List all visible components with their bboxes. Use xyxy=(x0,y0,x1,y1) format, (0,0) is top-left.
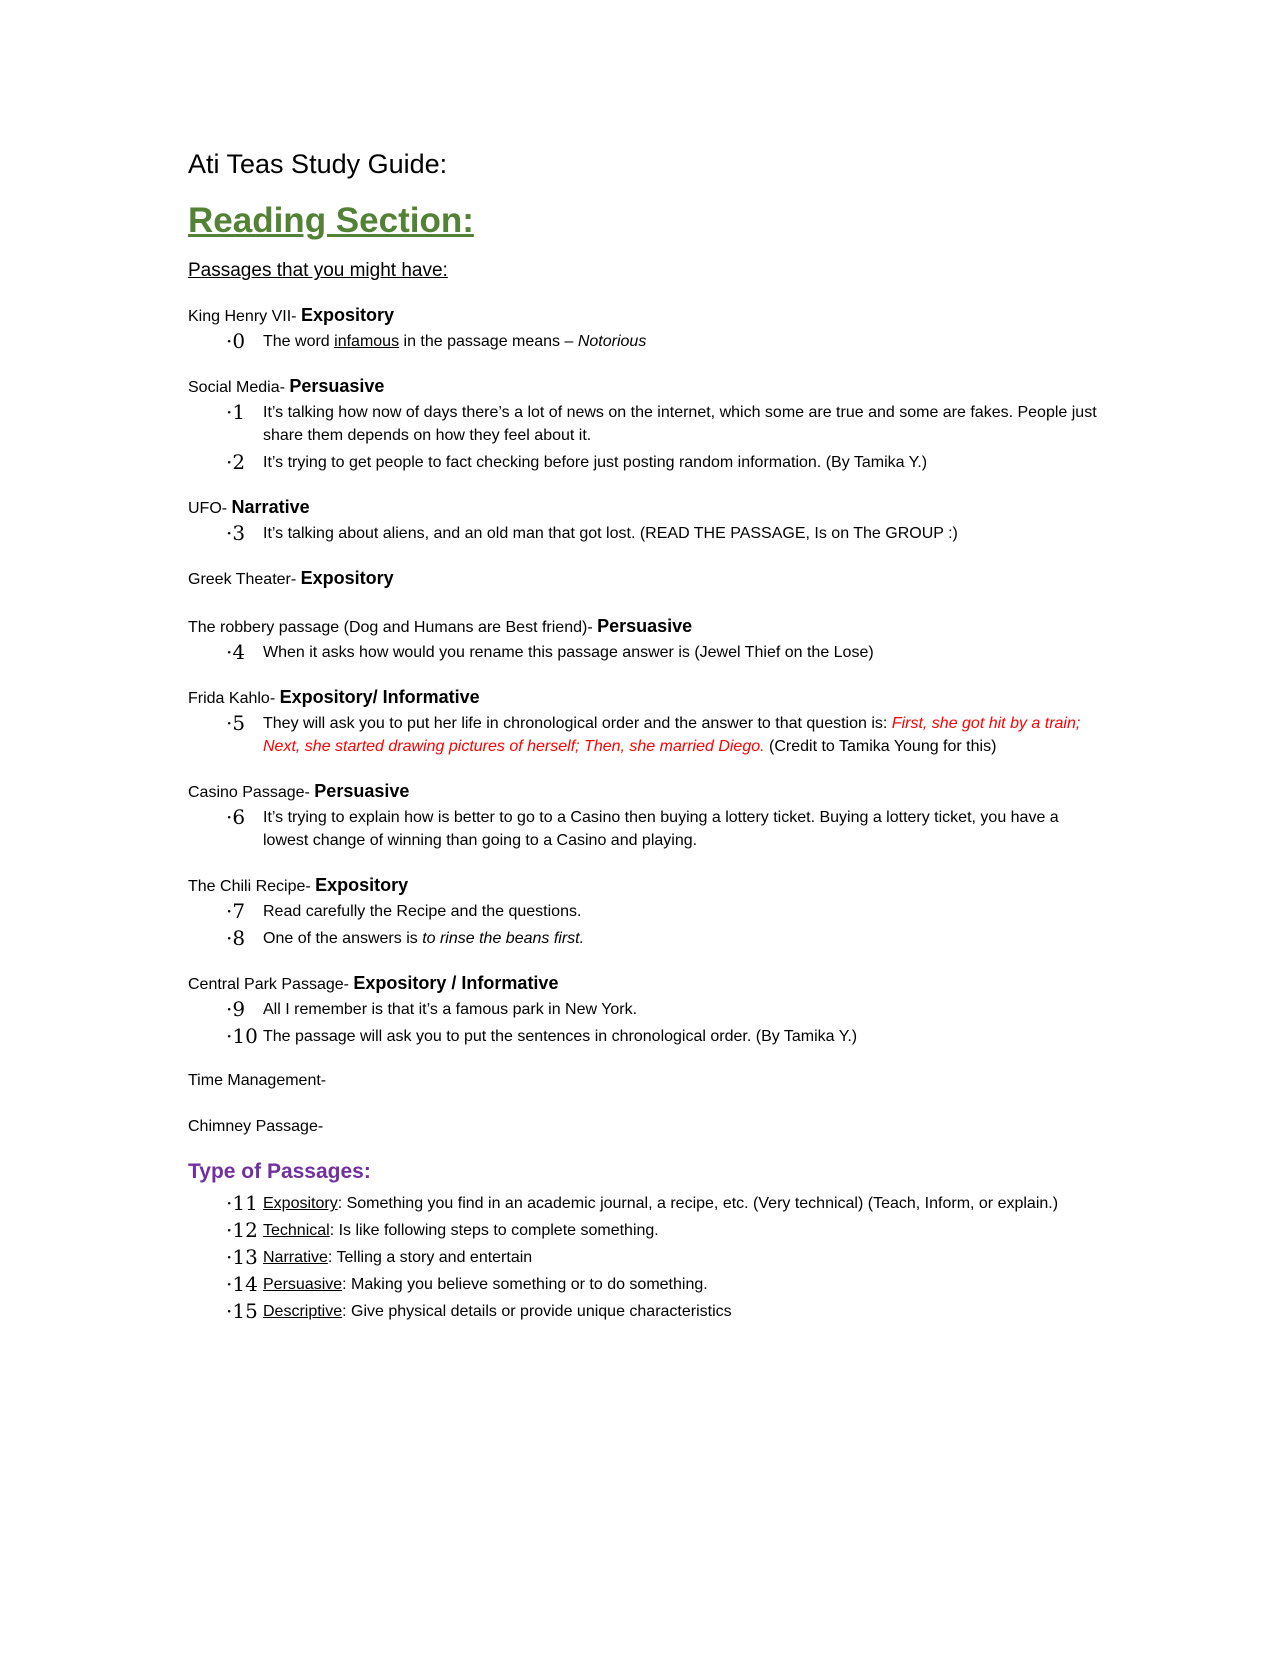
passage-bullets xyxy=(188,330,1108,353)
bullet-number: ·8 xyxy=(226,926,246,951)
type-item xyxy=(188,1192,1108,1215)
bullet-item xyxy=(188,806,1108,852)
bullet-number: ·4 xyxy=(226,640,246,665)
bullet-text-plain: Read carefully the Recipe and the questions. xyxy=(263,903,582,921)
passage-type: Expository xyxy=(315,875,409,896)
passage-type: Expository xyxy=(300,568,394,589)
passage-type: Expository / Informative xyxy=(353,973,559,994)
bullet-item xyxy=(188,927,1108,950)
passage-block xyxy=(188,778,1108,852)
bullet-number: ·5 xyxy=(226,711,246,736)
red-italic-text: First, she got hit by a train; Next, she started drawing pictures of herself; Then, she married Diego. xyxy=(263,715,1081,756)
passage-title xyxy=(188,613,1108,641)
type-item xyxy=(188,1219,1108,1242)
passage-title xyxy=(188,302,1108,330)
bullet-text-post: (Credit to Tamika Young for this) xyxy=(764,738,997,756)
passage-bullets xyxy=(188,806,1108,852)
bullet-number: ·0 xyxy=(226,329,246,354)
passage-name: King Henry VII- xyxy=(188,308,301,326)
bullet-text xyxy=(263,641,1108,664)
type-term: Technical xyxy=(263,1222,330,1240)
passage-block xyxy=(188,970,1108,1048)
bullet-text-plain: When it asks how would you rename this passage answer is (Jewel Thief on the Lose) xyxy=(263,644,874,662)
bullet-number: ·12 xyxy=(226,1218,258,1243)
passage-type: Expository xyxy=(300,305,394,326)
passage-title xyxy=(188,373,1108,401)
bullet-item xyxy=(188,451,1108,474)
type-term: Expository xyxy=(263,1195,338,1213)
types-list xyxy=(188,1192,1108,1323)
bullet-number: ·11 xyxy=(226,1191,258,1216)
bullet-text xyxy=(263,712,1108,758)
italic-text: to rinse the beans first. xyxy=(422,930,585,948)
passage-title xyxy=(188,1114,1108,1140)
bullet-text xyxy=(263,806,1108,852)
bullet-number: ·15 xyxy=(226,1299,258,1324)
passage-block xyxy=(188,1068,1108,1094)
passage-block xyxy=(188,565,1108,593)
passage-bullets xyxy=(188,900,1108,950)
bullet-text-plain: It’s trying to get people to fact checking before just posting random information. (By Tamika Y.) xyxy=(263,454,928,472)
bullet-item xyxy=(188,641,1108,664)
bullet-item xyxy=(188,900,1108,923)
passage-title xyxy=(188,684,1108,712)
passage-block xyxy=(188,613,1108,664)
bullet-item xyxy=(188,522,1108,545)
bullet-text-plain: It’s trying to explain how is better to go to a Casino then buying a lottery ticket. Buying a lottery ticket, you have a lowest change of winning than going to a Casino and playing. xyxy=(263,809,1059,850)
passage-bullets xyxy=(188,998,1108,1048)
passage-name: Time Management- xyxy=(188,1072,327,1090)
bullet-text-plain: The passage will ask you to put the sentences in chronological order. (By Tamika Y.) xyxy=(263,1028,858,1046)
bullet-item xyxy=(188,330,1108,353)
bullet-text xyxy=(263,401,1108,447)
bullet-text xyxy=(263,522,1108,545)
type-text xyxy=(263,1273,1108,1296)
passage-type: Persuasive xyxy=(314,781,410,802)
bullet-text xyxy=(263,900,1108,923)
passage-bullets xyxy=(188,401,1108,474)
document-content xyxy=(188,148,1108,1327)
passage-bullets xyxy=(188,522,1108,545)
type-term: Narrative xyxy=(263,1249,328,1267)
bullet-number: ·3 xyxy=(226,521,246,546)
type-text xyxy=(263,1219,1108,1242)
type-item xyxy=(188,1246,1108,1269)
bullet-item xyxy=(188,998,1108,1021)
passage-title xyxy=(188,565,1108,593)
passage-block xyxy=(188,494,1108,545)
passage-type: Persuasive xyxy=(289,376,385,397)
passage-block xyxy=(188,373,1108,474)
type-term: Persuasive xyxy=(263,1276,343,1294)
document-title: Ati Teas Study Guide: xyxy=(188,149,448,179)
passage-name: Social Media- xyxy=(188,379,290,397)
bullet-number: ·7 xyxy=(226,899,246,924)
bullet-number: ·2 xyxy=(226,450,246,475)
type-definition: : Making you believe something or to do something. xyxy=(342,1276,708,1294)
passage-type: Narrative xyxy=(231,497,310,518)
type-item xyxy=(188,1300,1108,1323)
bullet-text xyxy=(263,998,1108,1021)
passage-title xyxy=(188,778,1108,806)
passages-subheading: Passages that you might have: xyxy=(188,260,448,282)
passage-name: Chimney Passage- xyxy=(188,1118,324,1136)
bullet-text-plain: All I remember is that it’s a famous park in New York. xyxy=(263,1001,638,1019)
bullet-item xyxy=(188,712,1108,758)
bullet-text xyxy=(263,451,1108,474)
passage-name: Central Park Passage- xyxy=(188,976,354,994)
passage-name: UFO- xyxy=(188,500,232,518)
passage-title xyxy=(188,494,1108,522)
passage-title xyxy=(188,872,1108,900)
type-definition: : Telling a story and entertain xyxy=(327,1249,533,1267)
bullet-text xyxy=(263,1025,1108,1048)
bullet-item xyxy=(188,401,1108,447)
passage-name: The Chili Recipe- xyxy=(188,878,316,896)
passage-title xyxy=(188,970,1108,998)
bullet-number: ·1 xyxy=(226,400,246,425)
passage-bullets xyxy=(188,712,1108,758)
bullet-text-pre: They will ask you to put her life in chronological order and the answer to that question is: xyxy=(263,715,892,733)
underlined-term: infamous xyxy=(334,333,400,351)
bullet-text-plain: It’s talking how now of days there’s a lot of news on the internet, which some are true and some are fakes. People just share them depends on how they feel about it. xyxy=(263,404,1097,445)
bullet-text xyxy=(263,330,1108,353)
passage-bullets xyxy=(188,641,1108,664)
bullet-number: ·13 xyxy=(226,1245,258,1270)
type-term: Descriptive xyxy=(263,1303,343,1321)
passage-name: Frida Kahlo- xyxy=(188,690,280,708)
passage-block xyxy=(188,302,1108,353)
bullet-number: ·10 xyxy=(226,1024,258,1049)
type-text xyxy=(263,1300,1108,1323)
type-definition: : Something you find in an academic journal, a recipe, etc. (Very technical) (Teach, Inform, or explain.) xyxy=(337,1195,1059,1213)
passage-type: Persuasive xyxy=(597,616,693,637)
type-text xyxy=(263,1246,1108,1269)
reading-section-heading: Reading Section: xyxy=(188,201,474,241)
bullet-item xyxy=(188,1025,1108,1048)
type-definition: : Is like following steps to complete something. xyxy=(329,1222,659,1240)
bullet-number: ·6 xyxy=(226,805,246,830)
type-text xyxy=(263,1192,1108,1215)
type-item xyxy=(188,1273,1108,1296)
passage-block xyxy=(188,872,1108,950)
passage-block xyxy=(188,684,1108,758)
bullet-number: ·14 xyxy=(226,1272,258,1297)
bullet-text xyxy=(263,927,1108,950)
passage-name: Casino Passage- xyxy=(188,784,315,802)
type-definition: : Give physical details or provide unique characteristics xyxy=(342,1303,732,1321)
bullet-text-pre: One of the answers is xyxy=(263,930,423,948)
passage-name: The robbery passage (Dog and Humans are Best friend)- xyxy=(188,619,598,637)
bullet-number: ·9 xyxy=(226,997,246,1022)
passage-list xyxy=(188,302,1108,1140)
types-heading: Type of Passages: xyxy=(188,1160,371,1184)
italic-text: Notorious xyxy=(577,333,647,351)
bullet-text-pre: The word xyxy=(263,333,335,351)
bullet-text-plain: It’s talking about aliens, and an old man that got lost. (READ THE PASSAGE, Is on The GROUP :) xyxy=(263,525,958,543)
passage-type: Expository/ Informative xyxy=(279,687,480,708)
passage-title xyxy=(188,1068,1108,1094)
passage-block xyxy=(188,1114,1108,1140)
bullet-text-mid: in the passage means – xyxy=(399,333,578,351)
passage-name: Greek Theater- xyxy=(188,571,301,589)
